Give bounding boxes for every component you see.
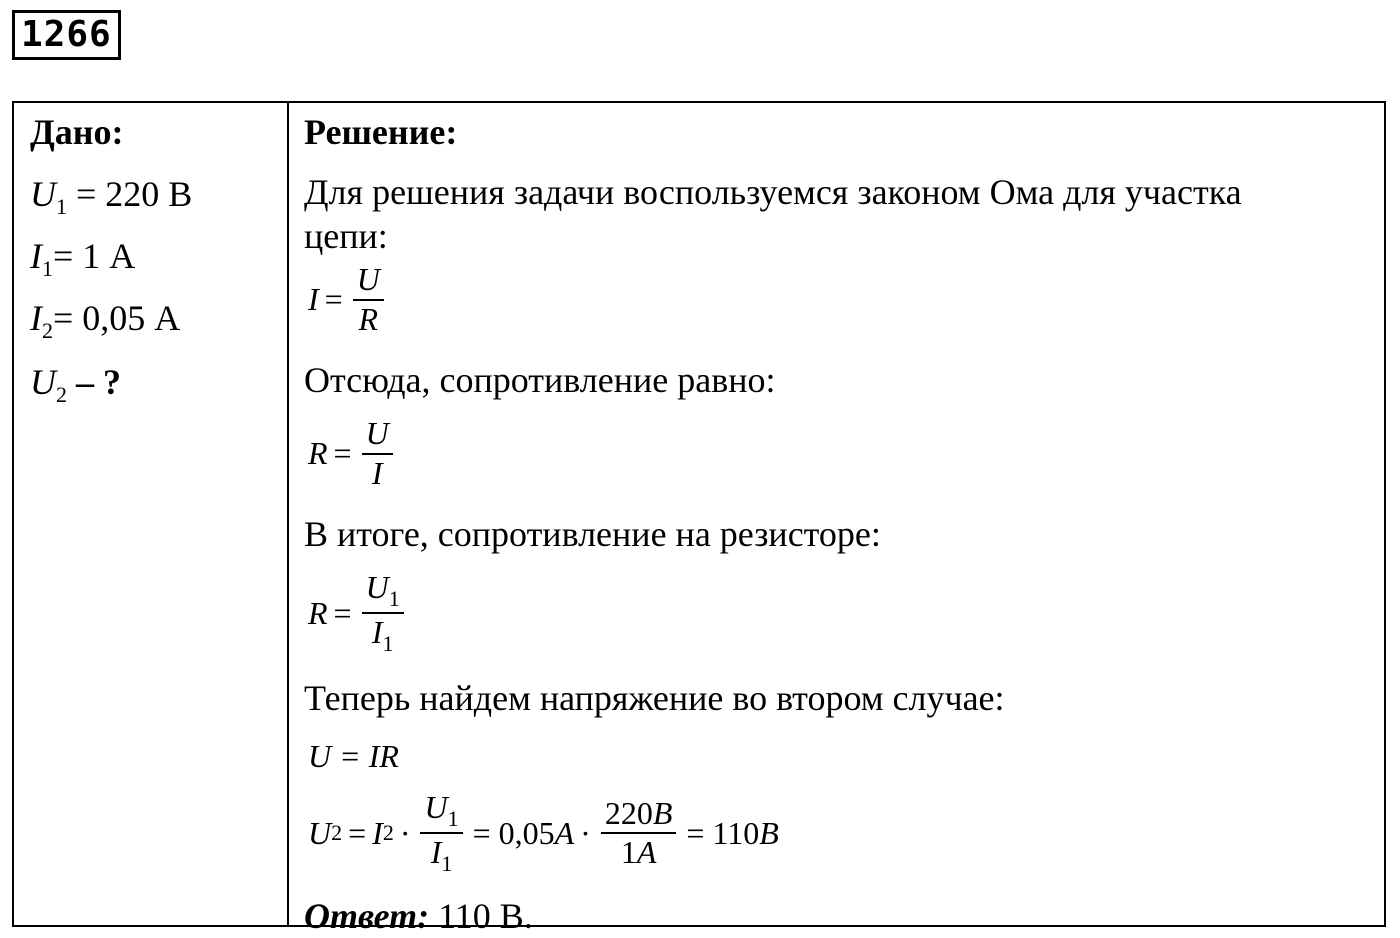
solution-intro-line2: цепи: [304,216,388,256]
given-i2: $I_2= 0,05$ А [30,298,181,343]
solution-heading: Решение: [304,112,458,152]
solution-intro-line1: Для решения задачи воспользуемся законом Ома для участка [304,172,1242,212]
given-heading: Дано: [30,112,124,152]
given-i1: $I_1= 1$ А [30,236,136,281]
given-find-u2: $U_2$ – ? [30,362,121,407]
problem-number: 1266 [12,10,121,60]
formula-resistor: R = $\frac{U_1}{I_1}$ [308,571,408,655]
answer-label: Ответ: [304,896,430,936]
answer-line [304,895,533,938]
formula-ohm-law: I = $\frac{U}{R}$ [308,263,388,336]
solution-table [12,101,1386,936]
solution-text-voltage: Теперь найдем напряжение во втором случае: [304,678,1005,718]
formula-u2-calc: U 2 = I 2 · $\frac{U_1}{I_1}$ = 0,05 A · $\frac{220B}{1A}$ = 110 B [308,789,779,877]
formula-resistance: R = $\frac{U}{I}$ [308,417,397,490]
solution-text-resistor: В итоге, сопротивление на резисторе: [304,514,881,554]
answer-value: 110 В. [429,896,533,936]
column-divider [287,103,289,925]
given-u1: $U_1 = 220$ В [30,174,193,219]
solution-text-resistance: Отсюда, сопротивление равно: [304,360,776,400]
formula-u-ir: U = IR [308,738,399,774]
